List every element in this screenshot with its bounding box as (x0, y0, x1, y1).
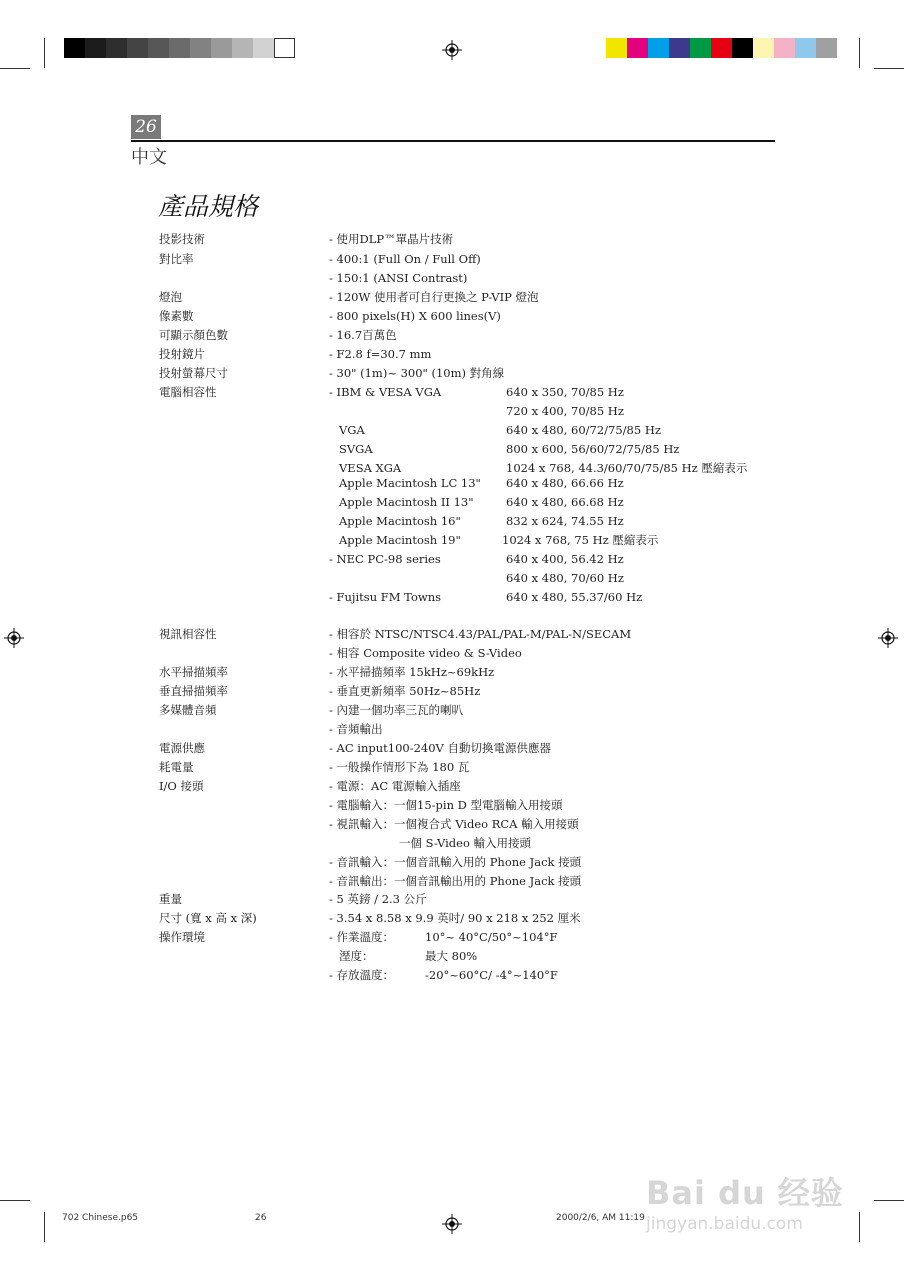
spec-value: 一個 S-Video 輸入用接頭 (399, 836, 532, 850)
compat-resolution: 640 x 480, 60/72/75/85 Hz (506, 423, 661, 437)
compat-resolution: 640 x 480, 70/60 Hz (506, 571, 624, 585)
spec-value: - F2.8 f=30.7 mm (329, 347, 432, 361)
compat-system: - Fujitsu FM Towns (329, 590, 442, 604)
compat-resolution: 640 x 480, 55.37/60 Hz (506, 590, 643, 604)
color-swatch (148, 38, 169, 58)
registration-mark-icon (442, 40, 462, 60)
compat-system: Apple Macintosh LC 13" (339, 476, 481, 490)
spec-value: - 400:1 (Full On / Full Off) (329, 252, 481, 266)
color-swatch (190, 38, 211, 58)
spec-value: 溼度： (339, 949, 374, 963)
color-swatch (85, 38, 106, 58)
page-number-tab: 26 (131, 115, 161, 139)
spec-value: 10°~ 40°C/50°~104°F (425, 930, 558, 944)
footer-page-number: 26 (255, 1213, 267, 1223)
spec-label: 重量 (159, 892, 182, 906)
spec-label: 可顯示顏色數 (159, 328, 228, 342)
color-swatch (106, 38, 127, 58)
spec-value: - 作業溫度： (329, 930, 395, 944)
color-swatch (627, 38, 648, 58)
footer-timestamp: 2000/2/6, AM 11:19 (556, 1213, 645, 1223)
spec-value: - 音頻輸出 (329, 722, 383, 736)
color-swatch (274, 38, 295, 58)
crop-mark (0, 68, 30, 69)
spec-label: 投影技術 (159, 232, 205, 246)
compat-resolution: 800 x 600, 56/60/72/75/85 Hz (506, 442, 680, 456)
color-swatch (606, 38, 627, 58)
spec-label: 視訊相容性 (159, 627, 217, 641)
spec-value: - 垂直更新頻率 50Hz~85Hz (329, 684, 481, 698)
compat-resolution: 1024 x 768, 44.3/60/70/75/85 Hz 壓縮表示 (506, 461, 748, 475)
spec-value: - 視訊輸入：一個複合式 Video RCA 輸入用接頭 (329, 817, 579, 831)
spec-label: 對比率 (159, 252, 194, 266)
spec-label: 電源供應 (159, 741, 205, 755)
color-swatch (169, 38, 190, 58)
compat-resolution: 720 x 400, 70/85 Hz (506, 404, 624, 418)
spec-value: - 相容於 NTSC/NTSC4.43/PAL/PAL-M/PAL-N/SECAM (329, 627, 632, 641)
compat-resolution: 640 x 480, 66.68 Hz (506, 495, 624, 509)
crop-mark (44, 1212, 45, 1242)
compat-system: - IBM & VESA VGA (329, 385, 442, 399)
color-swatch (648, 38, 669, 58)
registration-mark-icon (4, 628, 24, 648)
compat-system: Apple Macintosh 19" (339, 533, 461, 547)
compat-resolution: 640 x 350, 70/85 Hz (506, 385, 624, 399)
compat-system: Apple Macintosh 16" (339, 514, 461, 528)
spec-value: - 水平掃描頻率 15kHz~69kHz (329, 665, 495, 679)
spec-value: - AC input100-240V 自動切換電源供應器 (329, 741, 552, 755)
spec-value: - 音訊輸出：一個音訊輸出用的 Phone Jack 接頭 (329, 874, 582, 888)
spec-label: 多媒體音頻 (159, 703, 217, 717)
spec-value: - 電源：AC 電源輸入插座 (329, 779, 461, 793)
spec-label: 水平掃描頻率 (159, 665, 228, 679)
spec-label: 電腦相容性 (159, 385, 217, 399)
spec-value: - 一般操作情形下為 180 瓦 (329, 760, 470, 774)
spec-label: 操作環境 (159, 930, 205, 944)
crop-mark (0, 1200, 30, 1201)
compat-system: VESA XGA (339, 461, 402, 475)
spec-value: - 相容 Composite video & S-Video (329, 646, 522, 660)
crop-mark (874, 1200, 904, 1201)
footer-file-name: 702 Chinese.p65 (62, 1213, 139, 1223)
spec-value: - 3.54 x 8.58 x 9.9 英吋/ 90 x 218 x 252 厘米 (329, 911, 581, 925)
color-swatch (753, 38, 774, 58)
spec-label: 燈泡 (159, 290, 182, 304)
compat-resolution: 640 x 400, 56.42 Hz (506, 552, 624, 566)
color-swatch (232, 38, 253, 58)
color-swatch (732, 38, 753, 58)
spec-value: - 使用DLP™單晶片技術 (329, 232, 454, 246)
compat-resolution: 1024 x 768, 75 Hz 壓縮表示 (502, 533, 659, 547)
crop-mark (44, 38, 45, 68)
compat-system: SVGA (339, 442, 373, 456)
watermark-brand: Bai du 经验 (646, 1174, 844, 1212)
color-swatch (211, 38, 232, 58)
spec-label: 像素數 (159, 309, 194, 323)
spec-value: - 存放溫度： (329, 968, 395, 982)
spec-value: - 120W 使用者可自行更換之 P-VIP 燈泡 (329, 290, 539, 304)
spec-value: - 800 pixels(H) X 600 lines(V) (329, 309, 501, 323)
crop-mark (859, 38, 860, 68)
spec-value: - 30" (1m)~ 300" (10m) 對角線 (329, 366, 505, 380)
color-swatch (64, 38, 85, 58)
spec-label: 投射鏡片 (159, 347, 205, 361)
registration-mark-icon (878, 628, 898, 648)
color-swatch (795, 38, 816, 58)
spec-value: - 5 英鎊 / 2.3 公斤 (329, 892, 427, 906)
spec-value: -20°~60°C/ -4°~140°F (425, 968, 558, 982)
spec-value: 最大 80% (425, 949, 478, 963)
spec-label: 垂直掃描頻率 (159, 684, 228, 698)
spec-value: - 150:1 (ANSI Contrast) (329, 271, 468, 285)
section-language: 中文 (131, 147, 167, 168)
color-swatch (711, 38, 732, 58)
color-swatch (127, 38, 148, 58)
crop-mark (859, 1212, 860, 1242)
spec-value: - 音訊輸入：一個音訊輸入用的 Phone Jack 接頭 (329, 855, 582, 869)
compat-resolution: 640 x 480, 66.66 Hz (506, 476, 624, 490)
compat-system: - NEC PC-98 series (329, 552, 441, 566)
color-swatch (774, 38, 795, 58)
color-swatch (253, 38, 274, 58)
crop-mark (874, 68, 904, 69)
page-title: 產品規格 (158, 192, 259, 221)
color-swatch (690, 38, 711, 58)
color-swatch (816, 38, 837, 58)
compat-resolution: 832 x 624, 74.55 Hz (506, 514, 624, 528)
spec-label: 投射螢幕尺寸 (159, 366, 228, 380)
spec-label: 耗電量 (159, 760, 194, 774)
registration-mark-icon (442, 1214, 462, 1234)
spec-label: 尺寸 (寬 x 高 x 深) (159, 911, 257, 925)
spec-value: - 16.7百萬色 (329, 328, 397, 342)
compat-system: VGA (339, 423, 365, 437)
compat-system: Apple Macintosh II 13" (339, 495, 474, 509)
spec-label: I/O 接頭 (159, 779, 204, 793)
color-swatch (669, 38, 690, 58)
watermark-url: jingyan.baidu.com (646, 1214, 803, 1234)
spec-value: - 電腦輸入：一個15-pin D 型電腦輸入用接頭 (329, 798, 563, 812)
header-rule (131, 140, 775, 142)
spec-value: - 內建一個功率三瓦的喇叭 (329, 703, 464, 717)
